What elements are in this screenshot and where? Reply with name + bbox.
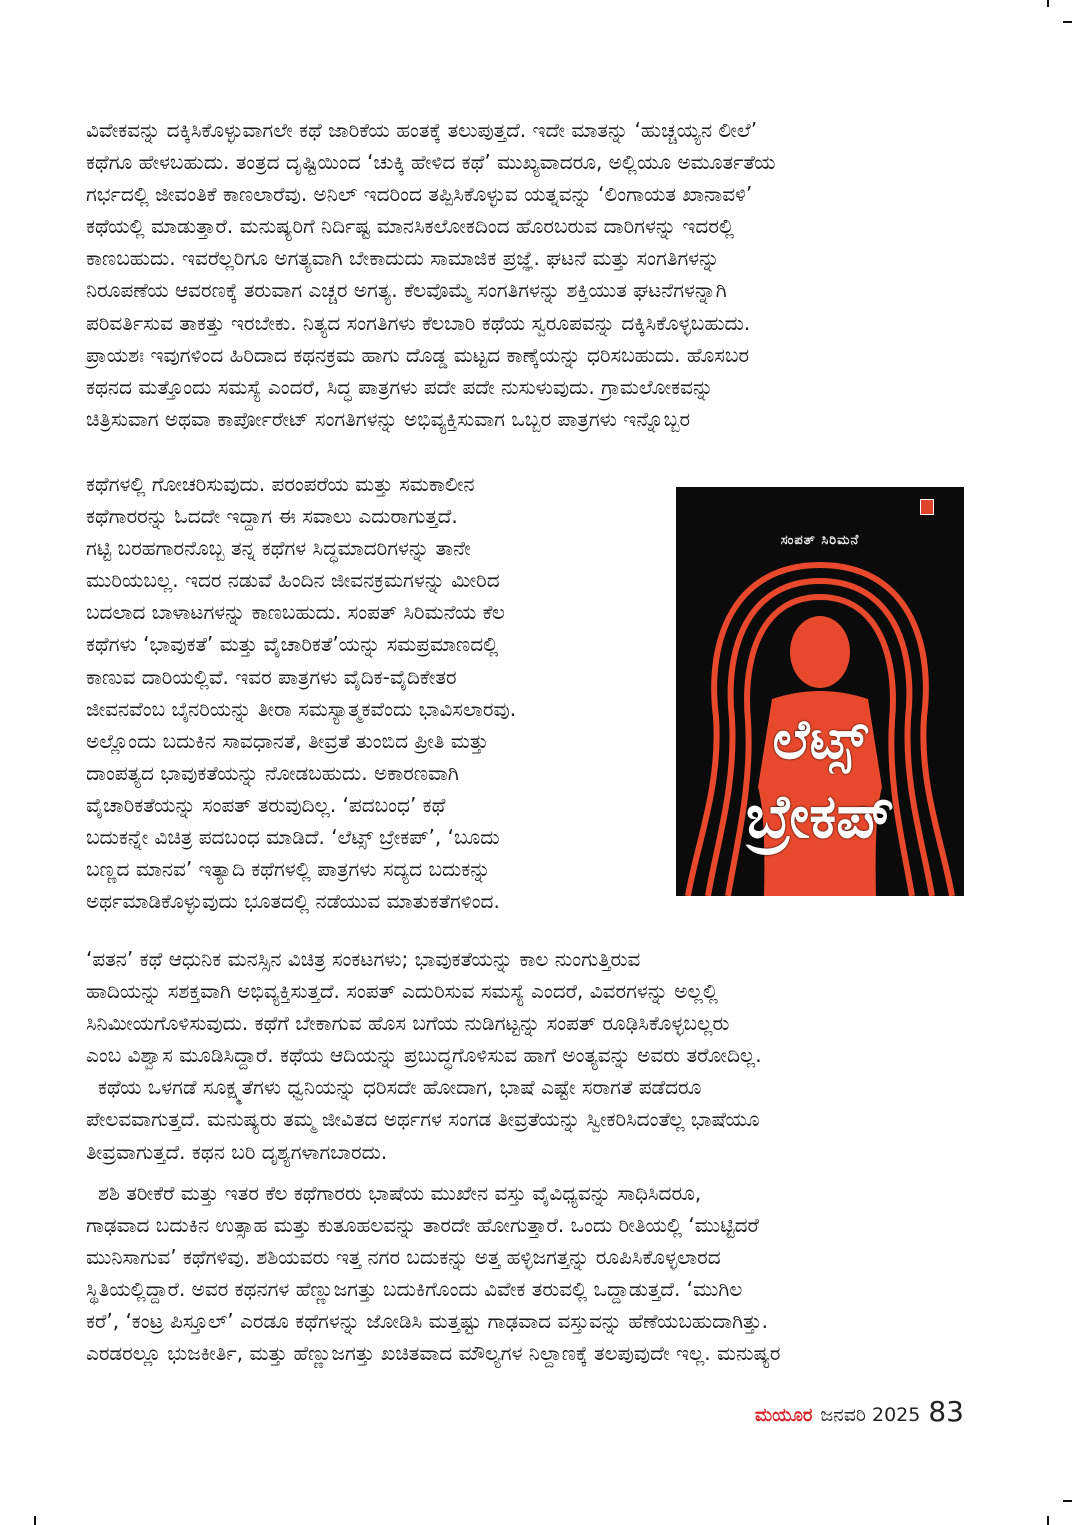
text-line: ಅಲ್ಲೊಂದು ಬದುಕಿನ ಸಾವಧಾನತೆ, ತೀವ್ರತೆ ತುಂಬಿದ ಪ್ರೀತಿ ಮತ್ತು xyxy=(86,728,489,753)
text-line: ಬದಲಾದ ಬಾಳಾಟಗಳನ್ನು ಕಾಣಬಹುದು. ಸಂಪತ್ ಸಿರಿಮನೆಯ ಕೆಲ xyxy=(86,600,505,625)
text-line: ವೈಚಾರಿಕತೆಯನ್ನು ಸಂಪತ್ ತರುವುದಿಲ್ಲ. ‘ಪದಬಂಧ’ ಕಥೆ xyxy=(86,792,446,817)
text-line: ಸಿನಿಮೀಯಗೊಳಿಸುವುದು. ಕಥೆಗೆ ಬೇಕಾಗುವ ಹೊಸ ಬಗೆಯ ನುಡಿಗಟ್ಟನ್ನು ಸಂಪತ್ ರೂಢಿಸಿಕೊಳ್ಳಬಲ್ಲರು xyxy=(86,1011,730,1036)
text-line: ಕಾಣಬಹುದು. ಇವರೆಲ್ಲರಿಗೂ ಅಗತ್ಯವಾಗಿ ಬೇಕಾದುದು ಸಾಮಾಜಿಕ ಪ್ರಜ್ಞೆ. ಘಟನೆ ಮತ್ತು ಸಂಗತಿಗಳನ್ನು xyxy=(86,246,720,271)
text-line: ಎರಡರಲ್ಲೂ ಭುಜಕೀರ್ತಿ, ಮತ್ತು ಹೆಣ್ಣುಜಗತ್ತು ಖಚಿತವಾದ ಮೌಲ್ಯಗಳ ನಿಲ್ದಾಣಕ್ಕೆ ತಲಪುವುದೇ ಇಲ್ಲ. ಮನುಷ್ಯರ xyxy=(86,1341,781,1366)
text-line: ಕಥೆಯ ಒಳಗಡೆ ಸೂಕ್ಷ್ಮತೆಗಳು ಧ್ವನಿಯನ್ನು ಧರಿಸದೇ ಹೋದಾಗ, ಭಾಷೆ ಎಷ್ಟೇ ಸರಾಗತೆ ಪಡೆದರೂ xyxy=(98,1075,702,1100)
crop-mark xyxy=(1063,1500,1072,1502)
text-line: ಜೀವನವೆಂಬ ಬೈನರಿಯನ್ನು ತೀರಾ ಸಮಸ್ಯಾತ್ಮಕವೆಂದು ಭಾವಿಸಲಾರವು. xyxy=(86,696,517,721)
text-line: ಗರ್ಭದಲ್ಲಿ ಜೀವಂತಿಕೆ ಕಾಣಲಾರೆವು. ಅನಿಲ್ ಇದರಿಂದ ತಪ್ಪಿಸಿಕೊಳ್ಳುವ ಯತ್ನವನ್ನು ‘ಲಿಂಗಾಯತ ಖಾನಾವಳಿ’ xyxy=(86,182,753,207)
text-line: ದಾಂಪತ್ಯದ ಭಾವುಕತೆಯನ್ನು ನೋಡಬಹುದು. ಅಕಾರಣವಾಗಿ xyxy=(86,760,459,785)
text-line: ಎಂಬ ವಿಶ್ವಾಸ ಮೂಡಿಸಿದ್ದಾರೆ. ಕಥೆಯ ಆದಿಯನ್ನು ಪ್ರಬುದ್ಧಗೊಳಿಸುವ ಹಾಗೆ ಅಂತ್ಯವನ್ನು ಅವರು ತರೋದಿಲ್ಲ. xyxy=(86,1043,762,1068)
cover-title-line-2: ಬ್ರೇಕಪ್ xyxy=(745,782,895,852)
text-line: ‘ಪತನ’ ಕಥೆ ಆಧುನಿಕ ಮನಸ್ಸಿನ ವಿಚಿತ್ರ ಸಂಕಟಗಳು; ಭಾವುಕತೆಯನ್ನು ಕಾಲ ನುಂಗುತ್ತಿರುವ xyxy=(86,947,641,971)
text-line: ಕಥೆಗಳು ‘ಭಾವುಕತೆ’ ಮತ್ತು ವೈಚಾರಿಕತೆ’ಯನ್ನು ಸಮಪ್ರಮಾಣದಲ್ಲಿ xyxy=(86,632,499,657)
crop-mark xyxy=(1063,21,1072,23)
text-line: ನಿರೂಪಣೆಯ ಆವರಣಕ್ಕೆ ತರುವಾಗ ಎಚ್ಚರ ಅಗತ್ಯ. ಕೆಲವೊಮ್ಮೆ ಸಂಗತಿಗಳನ್ನು ಶಕ್ತಿಯುತ ಘಟನೆಗಳನ್ನಾಗಿ xyxy=(86,278,727,303)
text-line: ಪ್ರಾಯಶಃ ಇವುಗಳಿಂದ ಹಿರಿದಾದ ಕಥನಕ್ರಮ ಹಾಗು ದೊಡ್ಡ ಮಟ್ಟದ ಕಾಣ್ಕೆಯನ್ನು ಧರಿಸಬಹುದು. ಹೊಸಬರ xyxy=(86,342,750,367)
page-number: 83 xyxy=(928,1395,964,1428)
publisher-logo-icon xyxy=(920,499,934,515)
text-line: ತೀವ್ರವಾಗುತ್ತದೆ. ಕಥನ ಬರಿ ದೃಶ್ಯಗಳಾಗಬಾರದು. xyxy=(86,1139,388,1164)
text-line: ಕಥೆಗಾರರನ್ನು ಓದದೇ ಇದ್ದಾಗ ಈ ಸವಾಲು ಎದುರಾಗುತ್ತದೆ. xyxy=(86,504,458,529)
page-footer xyxy=(755,1395,964,1428)
crop-mark xyxy=(1047,1516,1049,1525)
text-line: ವಿವೇಕವನ್ನು ದಕ್ಕಿಸಿಕೊಳ್ಳುವಾಗಲೇ ಕಥೆ ಜಾರಿಕೆಯ ಹಂತಕ್ಕೆ ತಲುಪುತ್ತದೆ. ಇದೇ ಮಾತನ್ನು ‘ಹುಚ್ಚಯ್ಯನ ಲೀಲೆ’ xyxy=(86,118,758,142)
text-line: ಗಾಢವಾದ ಬದುಕಿನ ಉತ್ಸಾಹ ಮತ್ತು ಕುತೂಹಲವನ್ನು ತಾರದೇ ಹೋಗುತ್ತಾರೆ. ಒಂದು ರೀತಿಯಲ್ಲಿ ‘ಮುಟ್ಟಿದರೆ xyxy=(86,1212,759,1237)
paragraph xyxy=(86,1071,966,1167)
paragraph xyxy=(86,943,966,1071)
text-line: ಪೇಲವವಾಗುತ್ತದೆ. ಮನುಷ್ಯರು ತಮ್ಮ ಜೀವಿತದ ಅರ್ಥಗಳ ಸಂಗಡ ತೀವ್ರತೆಯನ್ನು ಸ್ವೀಕರಿಸಿದಂತೆಲ್ಲ ಭಾಷೆಯೂ xyxy=(86,1107,760,1132)
text-line: ಬಣ್ಣದ ಮಾನವ’ ಇತ್ಯಾದಿ ಕಥೆಗಳಲ್ಲಿ ಪಾತ್ರಗಳು ಸದ್ಯದ ಬದುಕನ್ನು xyxy=(86,857,491,882)
article-text-top xyxy=(86,114,966,435)
text-line: ಗಟ್ಟಿ ಬರಹಗಾರನೊಬ್ಬ ತನ್ನ ಕಥೆಗಳ ಸಿದ್ಧಮಾದರಿಗಳನ್ನು ತಾನೇ xyxy=(86,536,471,561)
text-line: ಮುನಿಸಾಗುವ’ ಕಥೆಗಳಿವು. ಶಶಿಯವರು ಇತ್ತ ನಗರ ಬದುಕನ್ನು ಅತ್ತ ಹಳ್ಳಿಜಗತ್ತನ್ನು ರೂಪಿಸಿಕೊಳ್ಳಲಾರದ xyxy=(86,1244,721,1269)
text-line: ಕಥೆಯಲ್ಲಿ ಮಾಡುತ್ತಾರೆ. ಮನುಷ್ಯರಿಗೆ ನಿರ್ದಿಷ್ಟ ಮಾನಸಿಕಲೋಕದಿಂದ ಹೊರಬರುವ ದಾರಿಗಳನ್ನು ಇದರಲ್ಲಿ xyxy=(86,214,735,239)
book-cover-image xyxy=(676,487,964,896)
text-line: ಮುರಿಯಬಲ್ಲ. ಇದರ ನಡುವೆ ಹಿಂದಿನ ಜೀವನಕ್ರಮಗಳನ್ನು ಮೀರಿದ xyxy=(86,568,500,593)
text-line: ಶಶಿ ತರೀಕೆರೆ ಮತ್ತು ಇತರ ಕೆಲ ಕಥೆಗಾರರು ಭಾಷೆಯ ಮುಖೇನ ವಸ್ತು ವೈವಿಧ್ಯವನ್ನು ಸಾಧಿಸಿದರೂ, xyxy=(98,1180,702,1205)
text-line: ಸ್ಥಿತಿಯಲ್ಲಿದ್ದಾರೆ. ಅವರ ಕಥನಗಳ ಹೆಣ್ಣುಜಗತ್ತು ಬದುಕಿಗೊಂದು ವಿವೇಕ ತರುವಲ್ಲಿ ಒದ್ದಾಡುತ್ತದೆ. ‘ಮುಗಿಲ xyxy=(86,1276,743,1301)
issue-date: ಜನವರಿ 2025 xyxy=(820,1404,921,1426)
cover-title-line-1: ಲೆಟ್ಸ್ xyxy=(772,708,868,771)
text-line: ಕರೆ’, ‘ಕಂಟ್ರ ಪಿಸ್ತೂಲ್’ ಎರಡೂ ಕಥೆಗಳನ್ನು ಜೋಡಿಸಿ ಮತ್ತಷ್ಟು ಗಾಢವಾದ ವಸ್ತುವನ್ನು ಹೆಣೆಯಬಹುದಾಗಿತ್ತು. xyxy=(86,1309,769,1334)
magazine-name: ಮಯೂರ xyxy=(754,1405,813,1426)
text-line: ಚಿತ್ರಿಸುವಾಗ ಅಥವಾ ಕಾರ್ಪೋರೇಟ್ ಸಂಗತಿಗಳನ್ನು ಅಭಿವ್ಯಕ್ತಿಸುವಾಗ ಒಬ್ಬರ ಪಾತ್ರಗಳು ಇನ್ನೊಬ್ಬರ xyxy=(86,406,691,431)
text-line: ಹಾದಿಯನ್ನು ಸಶಕ್ತವಾಗಿ ಅಭಿವ್ಯಕ್ತಿಸುತ್ತದೆ. ಸಂಪತ್ ಎದುರಿಸುವ ಸಮಸ್ಯೆ ಎಂದರೆ, ವಿವರಗಳನ್ನು ಅಲ್ಲಲ್ಲಿ xyxy=(86,979,718,1004)
text-line: ಪರಿವರ್ತಿಸುವ ತಾಕತ್ತು ಇರಬೇಕು. ನಿತ್ಯದ ಸಂಗತಿಗಳು ಕೆಲಬಾರಿ ಕಥೆಯ ಸ್ವರೂಪವನ್ನು ದಕ್ಕಿಸಿಕೊಳ್ಳಬಹುದು. xyxy=(86,310,751,335)
text-line: ಕಥೆಗೂ ಹೇಳಬಹುದು. ತಂತ್ರದ ದೃಷ್ಟಿಯಿಂದ ‘ಚುಕ್ಕಿ ಹೇಳಿದ ಕಥೆ’ ಮುಖ್ಯವಾದರೂ, ಅಲ್ಲಿಯೂ ಅಮೂರ್ತತೆಯ xyxy=(86,150,776,175)
article-text-side xyxy=(86,468,654,917)
text-line: ಕಾಣುವ ದಾರಿಯಲ್ಲಿವೆ. ಇವರ ಪಾತ್ರಗಳು ವೈದಿಕ-ವೈದಿಕೇತರ xyxy=(86,664,457,689)
text-line: ಕಥೆಗಳಲ್ಲಿ ಗೋಚರಿಸುವುದು. ಪರಂಪರೆಯ ಮತ್ತು ಸಮಕಾಲೀನ xyxy=(86,472,475,496)
cover-author: ಸಂಪತ್ ಸಿರಿಮನೆ xyxy=(780,533,860,548)
article-text-bottom xyxy=(86,943,966,1369)
text-line: ಬದುಕನ್ನೇ ವಿಚಿತ್ರ ಪದಬಂಧ ಮಾಡಿದೆ. ‘ಲೆಟ್ಸ್ ಬ್ರೇಕಪ್’, ‘ಬೂದು xyxy=(86,825,500,850)
crop-mark xyxy=(34,1516,36,1525)
text-line: ಅರ್ಥಮಾಡಿಕೊಳ್ಳುವುದು ಭೂತದಲ್ಲಿ ನಡೆಯುವ ಮಾತುಕತೆಗಳಿಂದ. xyxy=(86,889,500,914)
text-line: ಕಥನದ ಮತ್ತೊಂದು ಸಮಸ್ಯೆ ಎಂದರೆ, ಸಿದ್ಧ ಪಾತ್ರಗಳು ಪದೇ ಪದೇ ನುಸುಳುವುದು. ಗ್ರಾಮಲೋಕವನ್ನು xyxy=(86,374,714,399)
crop-mark xyxy=(1047,0,1049,7)
paragraph xyxy=(86,1177,966,1370)
